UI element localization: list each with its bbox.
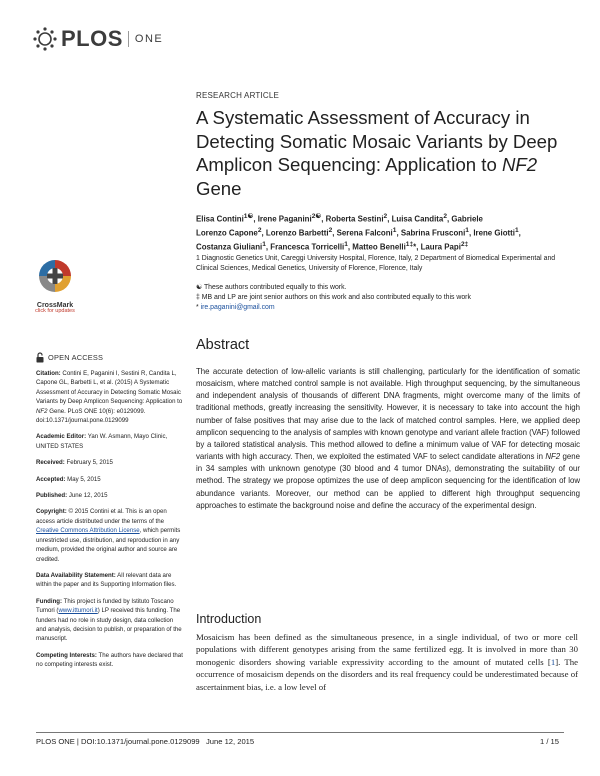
title-gene: NF2: [501, 154, 538, 175]
intro-text-2: ]. The occurrence of mosaicism depends on the disorders and its real frequency could be underestimated because of ascertainment bias, i.e. a low level of: [196, 656, 579, 692]
logo-brand: PLOS: [61, 26, 123, 51]
author[interactable]: Costanza Giuliani: [196, 242, 263, 252]
author-sup: 1: [392, 227, 397, 235]
copyright-text: © 2015 Contini et al. This is an open access article distributed under the terms of the: [36, 508, 167, 525]
accepted-label: Accepted:: [36, 475, 66, 483]
plos-one-logo[interactable]: [32, 24, 163, 54]
author-sup: 1☯: [243, 213, 254, 220]
open-access-badge: [36, 352, 184, 363]
data-availability-block: [36, 571, 184, 590]
received-label: Received:: [36, 459, 65, 467]
citation-end: Gene. PLoS ONE 10(6): e0129099. doi:10.1371/journal.pone.0129099: [36, 407, 146, 425]
data-availability-text: All relevant data are within the paper and its Supporting Information files.: [36, 571, 177, 589]
author-list: [196, 211, 576, 253]
author[interactable]: , Gabriele: [446, 214, 483, 224]
corresponding-email-link[interactable]: ire.paganini@gmail.com: [200, 304, 275, 311]
editor-label: Academic Editor:: [36, 433, 87, 441]
abstract-text-2: gene in 34 samples with unknown genotype (30 blood and 4 tumor DNAs), demonstrating the suitability of our method. The strategy we propose optimizes the use of deep amplicon sequencing for the identification of low abundance variants. Moreover, our method can be applied to different high throughput sequencing approaches to estimate the background noise and define the accuracy of the experimental design.: [196, 452, 580, 510]
funding-block: [36, 597, 184, 644]
plos-logo-icon: [32, 26, 58, 52]
email-star: *: [196, 304, 199, 311]
abstract-text-1: The accurate detection of low-allelic variants is still challenging, particularly for the identification of somatic mosaicism, where matched control sample is not available. High throughput sequencing, by the simultaneous and independent analysis of thousands of different DNA fragments, might overcome many of the limits of traditional methods, greatly increasing the sensitivity. However, it is necessary to take into account the high number of false positives that may arise due to the lack of matched control samples. Here, we applied deep amplicon sequencing to the analysis of samples with known genotype and variant allele fraction (VAF) followed by a tailored statistical analysis. This method allowed to define a minimum value of VAF for detecting mosaic variants with high accuracy. Then, we exploited the estimated VAF to select candidate alterations in: [196, 367, 580, 462]
introduction-heading: Introduction: [196, 612, 262, 626]
intro-text-1: Mosaicism has been defined as the simultaneous presence, in a single individual, of two or more cell populations with different genotypes arising from the same fertilized egg. It is involved in more than 30 monogenic disorders showing variable expressivity according to the amount of mutated cells [: [196, 632, 578, 667]
senior-author-note: ‡ MB and LP are joint senior authors on this work and also contributed equally to this work: [196, 294, 471, 301]
footer-citation: PLOS ONE | DOI:10.1371/journal.pone.0129099 June 12, 2015: [36, 737, 255, 746]
received-date: February 5, 2015: [64, 459, 113, 467]
data-availability-label: Data Availability Statement:: [36, 571, 116, 579]
author[interactable]: , Matteo Benelli: [347, 242, 406, 252]
funding-text: This project is funded by Istituto Toscano Tumori (: [36, 597, 174, 615]
author: ,: [518, 228, 521, 238]
published-block: [36, 491, 184, 500]
funding-end: ) LP received this funding. The funders had no role in study design, data collection and analysis, decision to publish, or preparation of the manuscript.: [36, 607, 182, 643]
editor-text: Yan W. Asmann, Mayo Clinic, UNITED STATES: [36, 433, 168, 450]
author-sup: 1‡: [405, 241, 414, 249]
copyright-block: [36, 507, 184, 563]
accepted-date: May 5, 2015: [65, 475, 101, 483]
author-sup: 2: [328, 227, 333, 235]
crossmark-icon: [37, 258, 73, 298]
abstract-body: [196, 366, 580, 512]
title-end: Gene: [196, 177, 242, 199]
author-sup: 2: [257, 227, 262, 235]
author[interactable]: Lorenzo Capone: [196, 228, 258, 238]
author[interactable]: , Lorenzo Barbetti: [261, 228, 329, 238]
footer-divider: [36, 732, 564, 733]
author-notes: [196, 283, 576, 313]
author[interactable]: , Irene Paganini: [253, 214, 312, 224]
accepted-block: [36, 475, 184, 484]
author[interactable]: , Roberta Sestini: [321, 214, 384, 224]
published-date: June 12, 2015: [67, 492, 108, 500]
equal-contribution-note: ☯ These authors contributed equally to this work.: [196, 284, 347, 291]
corresponding-email-line: [196, 303, 576, 313]
page-number: 1 / 15: [540, 737, 559, 746]
author[interactable]: , Francesca Torricelli: [265, 242, 345, 252]
article-info-sidebar: [36, 352, 184, 677]
license-link[interactable]: Creative Commons Attribution License: [36, 527, 140, 535]
author-sup: 1: [465, 227, 469, 235]
crossmark-sub: click for updates: [35, 308, 75, 314]
crossmark-label: CrossMark: [36, 302, 74, 309]
author-sup: 1: [344, 241, 348, 249]
abstract-heading: Abstract: [196, 337, 250, 353]
author-sup: 2: [383, 213, 388, 220]
reference-link[interactable]: 1: [550, 656, 556, 667]
citation-block: [36, 369, 184, 425]
author-sup: 1: [262, 241, 266, 249]
author[interactable]: , Luisa Candita: [387, 214, 444, 224]
crossmark-badge[interactable]: [34, 258, 76, 314]
author[interactable]: Elisa Contini: [196, 214, 244, 224]
author-sup: 1: [515, 227, 519, 235]
author-sup: 2‡: [460, 241, 469, 249]
funding-label: Funding:: [36, 597, 63, 605]
copyright-end: , which permits unrestricted use, distribution, and reproduction in any medium, provided the original author and source are credited.: [36, 527, 181, 563]
logo-divider: [128, 31, 129, 47]
author[interactable]: , Sabrina Frusconi: [396, 228, 466, 238]
author[interactable]: *, Laura Papi: [413, 242, 461, 252]
introduction-body: [196, 631, 578, 693]
title-main: A Systematic Assessment of Accuracy in Detecting Somatic Mosaic Variants by Deep Amplicon Sequencing: Application to: [196, 107, 558, 175]
article-type: RESEARCH ARTICLE: [196, 91, 280, 100]
published-label: Published:: [36, 492, 68, 500]
author[interactable]: , Serena Falconi: [332, 228, 393, 238]
open-access-label: OPEN ACCESS: [48, 352, 104, 362]
abstract-gene: NF2: [545, 452, 561, 462]
citation-text: Contini E, Paganini I, Sestini R, Candita L, Capone GL, Barbetti L, et al. (2015) A Systematic Assessment of Accuracy in Detecting Somatic Mosaic Variants by Deep Amplicon Sequencing: Application to: [36, 370, 183, 406]
competing-label: Competing Interests:: [36, 651, 97, 659]
copyright-label: Copyright:: [36, 508, 67, 516]
author-sup: 2☯: [311, 213, 322, 220]
competing-interests-block: [36, 651, 184, 670]
citation-gene: NF2: [36, 407, 48, 415]
funding-link[interactable]: www.ittumori.it: [58, 607, 98, 615]
logo-journal: ONE: [134, 33, 164, 45]
author[interactable]: , Irene Giotti: [468, 228, 515, 238]
citation-label: Citation:: [36, 370, 61, 377]
affiliations: 1 Diagnostic Genetics Unit, Careggi University Hospital, Florence, Italy, 2 Department of Biomedical Experimental and Clinical Sciences, Medical Genetics, University of Florence, Florence, Italy: [196, 255, 556, 272]
open-lock-icon: [36, 352, 44, 363]
article-title: [196, 106, 576, 200]
competing-text: The authors have declared that no competing interests exist.: [36, 651, 183, 669]
author-sup: 2: [443, 213, 447, 220]
editor-block: [36, 432, 184, 451]
received-block: [36, 458, 184, 467]
